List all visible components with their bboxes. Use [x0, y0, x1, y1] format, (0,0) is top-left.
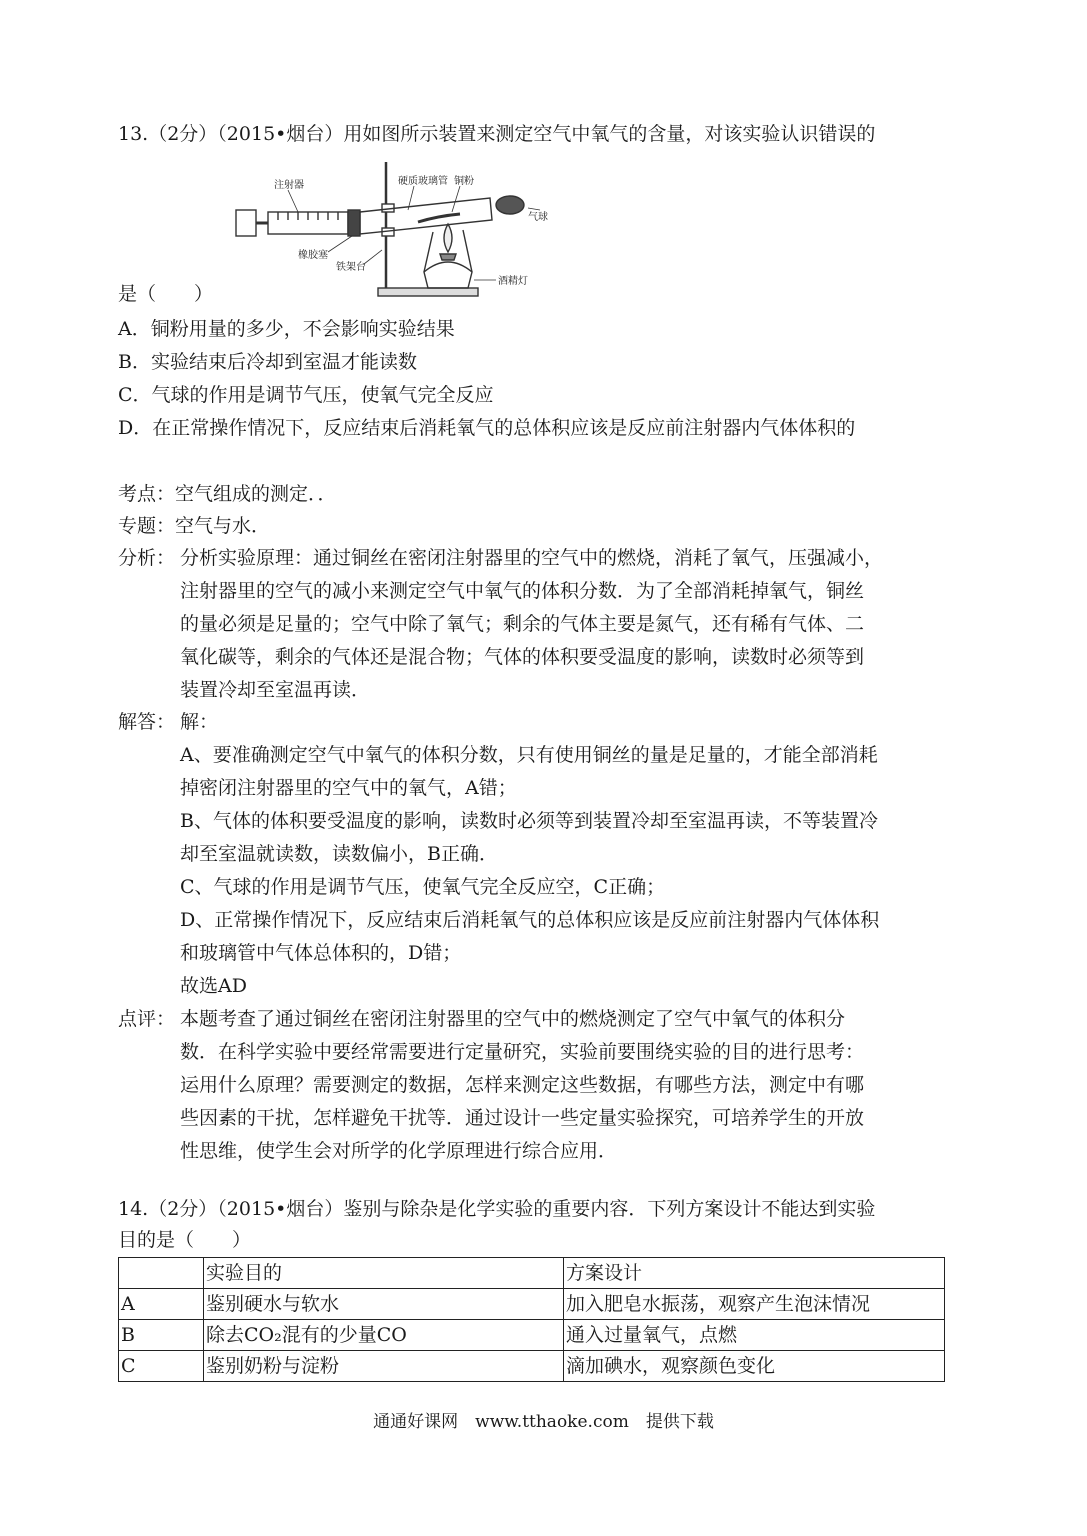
fenxi-line: 的量必须是足量的；空气中除了氧气；剩余的气体主要是氮气，还有稀有气体、二 [180, 613, 865, 635]
q13-option-a: A．铜粉用量的多少，不会影响实验结果 [118, 318, 455, 340]
jieda-line: 故选AD [180, 975, 247, 997]
table-cell: 滴加碘水，观察颜色变化 [564, 1351, 945, 1382]
table-cell: 加入肥皂水振荡，观察产生泡沫情况 [564, 1289, 945, 1320]
apparatus-figure [228, 160, 548, 302]
zhuanti: 专题：空气与水． [118, 515, 271, 537]
syringe-plunger-end [236, 210, 256, 236]
q14-stem-line2: 目的是（ ） [118, 1229, 252, 1251]
stand-base [378, 288, 478, 296]
table-row [119, 1289, 945, 1320]
jieda-line: 解： [180, 711, 219, 733]
fenxi-line: 注射器里的空气的减小来测定空气中氧气的体积分数．为了全部消耗掉氧气，铜丝 [180, 580, 865, 602]
table-cell: 除去CO₂混有的少量CO [204, 1320, 564, 1351]
table-cell: 实验目的 [204, 1258, 564, 1289]
jieda-line: 却至室温就读数，读数偏小，B正确． [180, 843, 498, 865]
jieda-line: C、气球的作用是调节气压，使氧气完全反应空，C正确； [180, 876, 666, 898]
label-syringe: 注射器 [274, 180, 304, 191]
dianping-line: 数．在科学实验中要经常需要进行定量研究，实验前要围绕实验的目的进行思考： [180, 1041, 865, 1063]
table-cell: A [119, 1289, 204, 1320]
fenxi-line: 装置冷却至室温再读． [180, 679, 371, 701]
q14-stem-line1: 14.（2分）（2015•烟台）鉴别与除杂是化学实验的重要内容．下列方案设计不能达到实验 [118, 1198, 876, 1220]
table-cell [119, 1258, 204, 1289]
dianping-line: 性思维，使学生会对所学的化学原理进行综合应用． [180, 1140, 618, 1162]
page-footer: 通通好课网 www.tthaoke.com 提供下载 [373, 1412, 714, 1432]
copper-powder [418, 214, 460, 222]
table-cell: B [119, 1320, 204, 1351]
fenxi-label: 分析： [118, 547, 176, 569]
jieda-line: A、要准确测定空气中氧气的体积分数，只有使用铜丝的量是足量的，才能全部消耗 [180, 744, 878, 766]
fenxi-line: 分析实验原理：通过铜丝在密闭注射器里的空气中的燃烧，消耗了氧气，压强减小， [180, 547, 884, 569]
q14-table [118, 1257, 945, 1382]
table-cell: 通入过量氧气，点燃 [564, 1320, 945, 1351]
label-stand: 铁架台 [336, 262, 366, 273]
label-copper: 铜粉 [454, 176, 474, 187]
jieda-line: 掉密闭注射器里的空气中的氧气，A错； [180, 777, 517, 799]
table-row [119, 1320, 945, 1351]
dianping-line: 些因素的干扰，怎样避免干扰等．通过设计一些定量实验探究，可培养学生的开放 [180, 1107, 865, 1129]
q13-option-d: D．在正常操作情况下，反应结束后消耗氧气的总体积应该是反应前注射器内气体体积的 [118, 417, 856, 439]
table-cell: 方案设计 [564, 1258, 945, 1289]
label-balloon: 气球 [528, 212, 548, 223]
dianping-line: 本题考查了通过铜丝在密闭注射器里的空气中的燃烧测定了空气中氧气的体积分 [180, 1008, 846, 1030]
table-cell: C [119, 1351, 204, 1382]
q13-stem-line2: 是（ ） [118, 283, 214, 305]
q13-option-b: B．实验结束后冷却到室温才能读数 [118, 351, 417, 373]
balloon [496, 196, 524, 214]
q13-option-c: C．气球的作用是调节气压，使氧气完全反应 [118, 384, 494, 406]
fenxi-line: 氧化碳等，剩余的气体还是混合物；气体的体积要受温度的影响，读数时必须等到 [180, 646, 865, 668]
jieda-line: B、气体的体积要受温度的影响，读数时必须等到装置冷却至室温再读，不等装置冷 [180, 810, 878, 832]
jieda-label: 解答： [118, 711, 176, 733]
dianping-line: 运用什么原理？需要测定的数据，怎样来测定这些数据，有哪些方法，测定中有哪 [180, 1074, 865, 1096]
label-stopper: 橡胶塞 [298, 250, 328, 261]
kaodian: 考点：空气组成的测定．． [118, 483, 337, 505]
label-tube: 硬质玻璃管 [398, 176, 448, 187]
table-cell: 鉴别硬水与软水 [204, 1289, 564, 1320]
q13-stem-line1: 13.（2分）（2015•烟台）用如图所示装置来测定空气中氧气的含量，对该实验认识错误的 [118, 123, 876, 145]
label-lamp: 酒精灯 [498, 276, 528, 287]
jieda-line: 和玻璃管中气体总体积的，D错； [180, 942, 462, 964]
glass-tube [360, 198, 492, 234]
dianping-label: 点评： [118, 1008, 176, 1030]
alcohol-lamp [424, 262, 472, 288]
jieda-line: D、正常操作情况下，反应结束后消耗氧气的总体积应该是反应前注射器内气体体积 [180, 909, 880, 931]
flame [444, 224, 452, 252]
table-row [119, 1351, 945, 1382]
table-header-row [119, 1258, 945, 1289]
table-cell: 鉴别奶粉与淀粉 [204, 1351, 564, 1382]
rubber-stopper [348, 210, 360, 236]
